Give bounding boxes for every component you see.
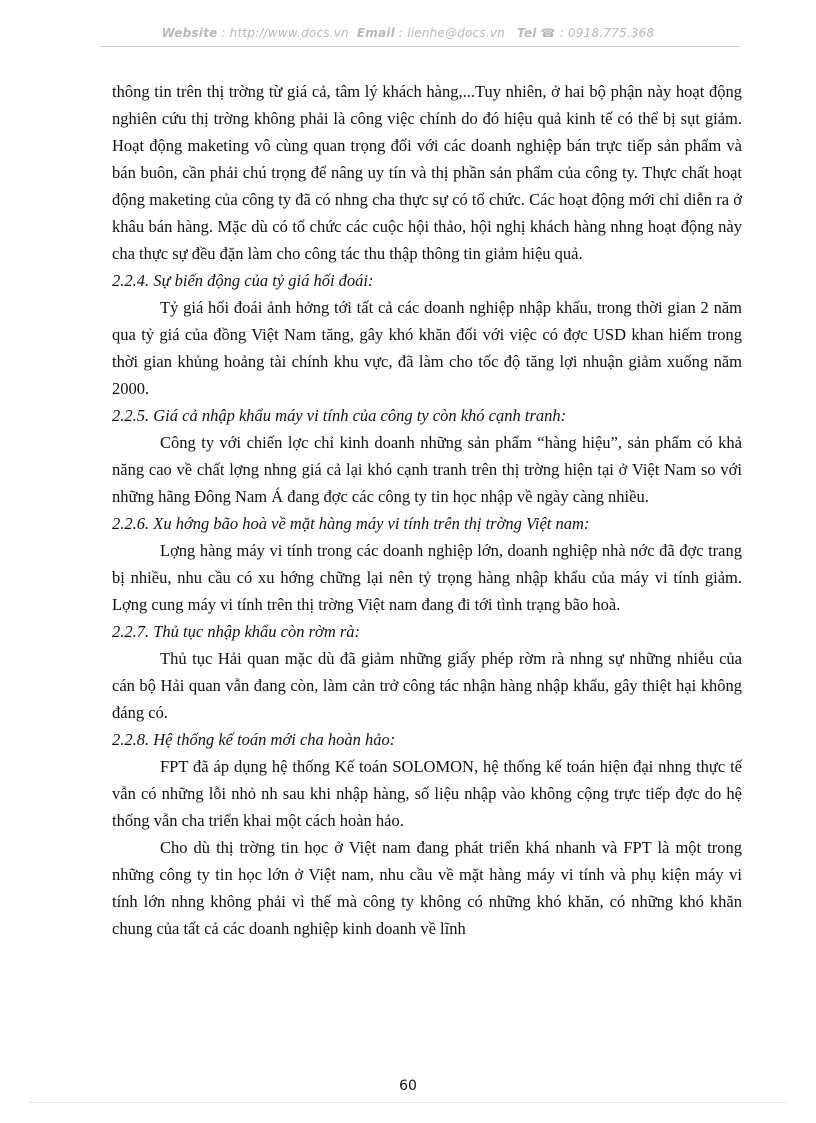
email-separator: : — [394, 26, 408, 40]
phone-icon: ☎ : — [536, 26, 568, 40]
section-heading-2-2-6: 2.2.6. Xu hớng bão hoà về mặt hàng máy vi tính trên thị trờng Việt nam: — [112, 514, 590, 533]
section-heading-2-2-8: 2.2.8. Hệ thống kế toán mới cha hoàn hảo: — [112, 730, 396, 749]
section-paragraph: Cho dù thị trờng tin học ở Việt nam đang phát triển khá nhanh và FPT là một trong những công ty tin học lớn ở Việt nam, nhu cầu về mặt hàng máy vi tính và phụ kiện máy vi tính lớn nhng không phải vì thế mà công ty không có những khó khăn, có những khó khăn chung của tất cả các doanh nghiệp kinh doanh về lĩnh — [112, 838, 742, 938]
section-paragraph: Thủ tục Hải quan mặc dù đã giảm những giấy phép rờm rà nhng sự những nhiễu của cán bộ Hải quan vẫn đang còn, làm cản trở công tác nhận hàng nhập khẩu, gây thiệt hại không đáng có. — [112, 649, 742, 722]
phone-number: 0918.775.368 — [567, 26, 655, 40]
page-number: 60 — [399, 1078, 417, 1094]
document-body — [112, 78, 742, 942]
email-label: Email — [356, 26, 395, 40]
section-paragraph: Lợng hàng máy vi tính trong các doanh nghiệp lớn, doanh nghiệp nhà nớc đã đợc trang bị nhiều, nhu cầu có xu hớng chững lại nên tỷ trọng hàng nhập khẩu của máy vi tính giảm. Lợng cung máy vi tính trên thị trờng Việt nam đang đi tới tình trạng bão hoà. — [112, 541, 742, 614]
tel-label: Tel — [517, 26, 537, 40]
website-separator: : — [217, 26, 230, 40]
page-header — [0, 26, 816, 40]
website-url[interactable]: http://www.docs.vn — [229, 26, 349, 40]
section-paragraph: Tỷ giá hối đoái ảnh hởng tới tất cả các doanh nghiệp nhập khẩu, trong thời gian 2 năm qua tỷ giá của đồng Việt Nam tăng, gây khó khăn đối với việc có đợc USD khan hiếm trong thời gian khủng hoảng tài chính khu vực, đã làm cho tốc độ tăng lợi nhuận giảm xuống năm 2000. — [112, 298, 742, 398]
header-divider — [100, 46, 740, 47]
website-label: Website — [161, 26, 218, 40]
section-heading-2-2-4: 2.2.4. Sự biến động của tỷ giá hối đoái: — [112, 271, 374, 290]
section-paragraph: Công ty với chiến lợc chỉ kinh doanh những sản phẩm “hàng hiệu”, sản phẩm có khả năng cao về chất lợng nhng giá cả lại khó cạnh tranh trên thị trờng hiện tại ở Việt Nam so với những hãng Đông Nam Á đang đợc các công ty tin học nhập về ngày càng nhiều. — [112, 433, 742, 506]
email-address[interactable]: lienhe@docs.vn — [407, 26, 505, 40]
section-paragraph: FPT đã áp dụng hệ thống Kế toán SOLOMON, hệ thống kế toán hiện đại nhng thực tế vẫn có những lỗi nhỏ nh sau khi nhập hàng, số liệu nhập vào không cộng trực tiếp đợc do hệ thống vẫn cha triển khai một cách hoàn hảo. — [112, 757, 742, 830]
intro-paragraph: thông tin trên thị trờng từ giá cả, tâm lý khách hàng,...Tuy nhiên, ở hai bộ phận này hoạt động nghiên cứu thị trờng không phải là công việc chính do đó hiệu quả kinh tế có thể bị sụt giảm. Hoạt động maketing vô cùng quan trọng đối với các doanh nghiệp bán trực tiếp sản phẩm và bán buôn, cần phải chú trọng để nâng uy tín và thị phần sản phẩm của công ty. Thực chất hoạt động maketing của công ty đã có nhng cha thực sự có tổ chức. Các hoạt động mới chỉ diễn ra ở khâu bán hàng. Mặc dù có tổ chức các cuộc hội thảo, hội nghị khách hàng nhng hoạt động này cha thực sự đều đặn làm cho công tác thu thập thông tin giảm hiệu quả. — [112, 82, 742, 263]
footer-divider — [30, 1102, 786, 1103]
section-heading-2-2-7: 2.2.7. Thủ tục nhập khẩu còn rờm rà: — [112, 622, 361, 641]
section-heading-2-2-5: 2.2.5. Giá cả nhập khẩu máy vi tính của công ty còn khó cạnh tranh: — [112, 406, 567, 425]
